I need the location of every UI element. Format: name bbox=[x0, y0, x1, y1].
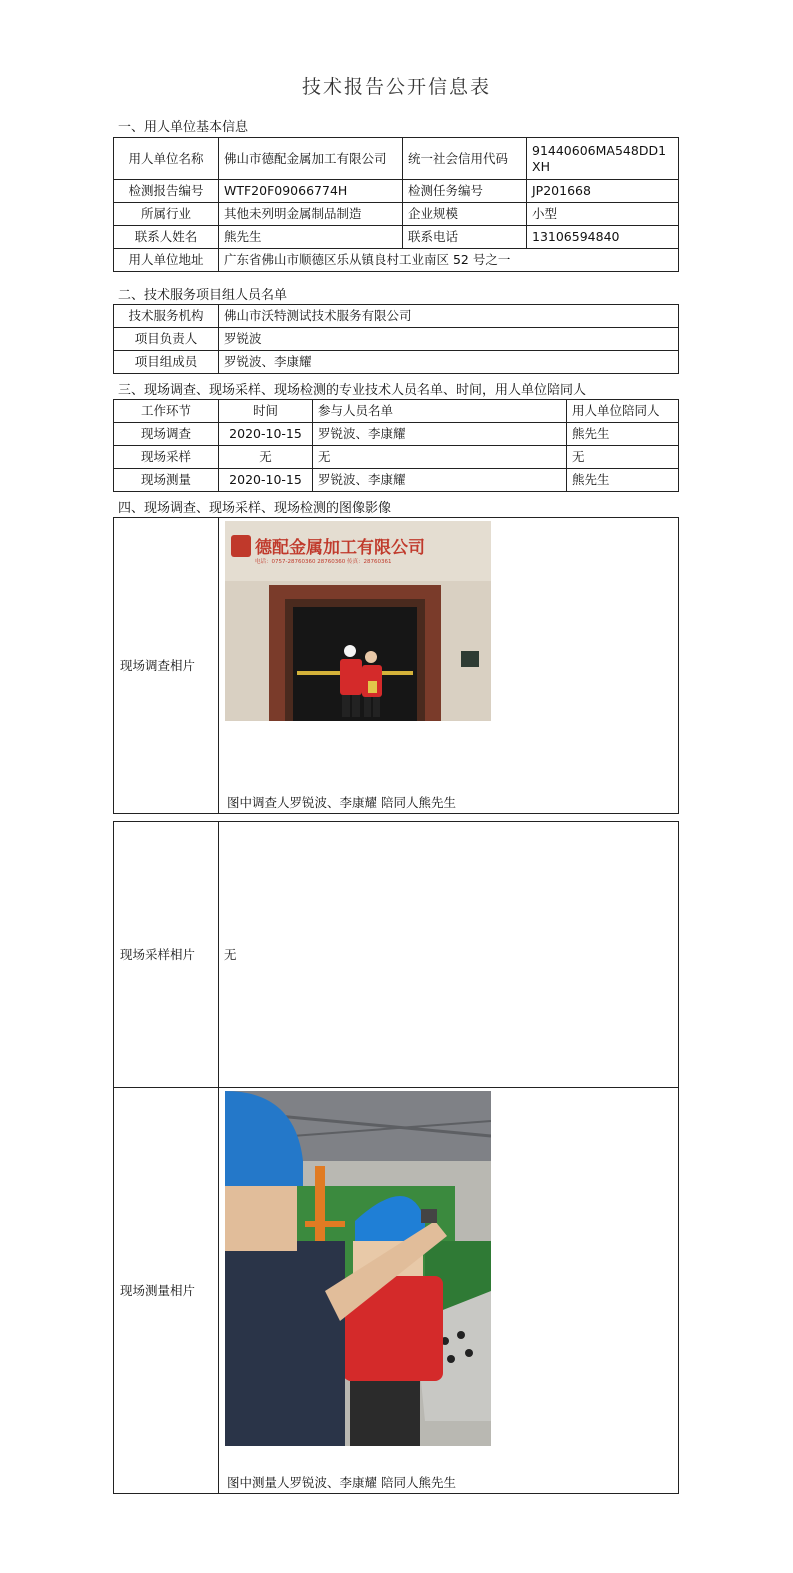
cell-date: 2020-10-15 bbox=[219, 469, 313, 492]
cell-companion: 熊先生 bbox=[567, 423, 679, 446]
cell-staff: 无 bbox=[313, 446, 567, 469]
table-row bbox=[114, 469, 679, 492]
table-row bbox=[114, 249, 679, 272]
cell-companion: 熊先生 bbox=[567, 469, 679, 492]
cell-stage: 现场采样 bbox=[114, 446, 219, 469]
cell-label: 检测报告编号 bbox=[114, 180, 219, 203]
cell-stage: 现场调查 bbox=[114, 423, 219, 446]
measure-caption: 图中测量人罗锐波、李康耀 陪同人熊先生 bbox=[227, 1475, 456, 1490]
sampling-measure-table bbox=[113, 821, 679, 1494]
survey-photo bbox=[225, 521, 491, 721]
person-1 bbox=[340, 659, 362, 695]
cell-label: 检测任务编号 bbox=[403, 180, 527, 203]
measure-photo-cell bbox=[219, 1088, 679, 1494]
measure-photo bbox=[225, 1091, 491, 1446]
onsite-table bbox=[113, 399, 679, 492]
cell-label: 联系电话 bbox=[403, 226, 527, 249]
cell-companion: 无 bbox=[567, 446, 679, 469]
sign-text: 德配金属加工有限公司 bbox=[255, 538, 425, 558]
cell-value: 小型 bbox=[527, 203, 679, 226]
column-header: 用人单位陪同人 bbox=[567, 400, 679, 423]
cell-staff: 罗锐波、李康耀 bbox=[313, 469, 567, 492]
survey-photo-table bbox=[113, 517, 679, 814]
cell-value: 罗锐波、李康耀 bbox=[219, 351, 679, 374]
team-table bbox=[113, 304, 679, 374]
cell-value: WTF20F09066774H bbox=[219, 180, 403, 203]
cell-label: 统一社会信用代码 bbox=[403, 138, 527, 180]
cell-staff: 罗锐波、李康耀 bbox=[313, 423, 567, 446]
company-logo-icon bbox=[231, 535, 251, 557]
cell-value: 91440606MA548DD1XH bbox=[527, 138, 679, 180]
table-row bbox=[114, 1088, 679, 1494]
table-row bbox=[114, 822, 679, 1088]
column-header: 参与人员名单 bbox=[313, 400, 567, 423]
survey-photo-cell bbox=[219, 518, 679, 814]
survey-caption: 图中调查人罗锐波、李康耀 陪同人熊先生 bbox=[227, 795, 456, 810]
sampling-photo-label: 现场采样相片 bbox=[114, 822, 219, 1088]
table-row bbox=[114, 138, 679, 180]
cell-date: 2020-10-15 bbox=[219, 423, 313, 446]
cell-label: 项目组成员 bbox=[114, 351, 219, 374]
cell-value: 佛山市德配金属加工有限公司 bbox=[219, 138, 403, 180]
cell-label: 用人单位名称 bbox=[114, 138, 219, 180]
table-row bbox=[114, 226, 679, 249]
table-header-row bbox=[114, 400, 679, 423]
cell-label: 联系人姓名 bbox=[114, 226, 219, 249]
cell-value: 罗锐波 bbox=[219, 328, 679, 351]
cell-label: 企业规模 bbox=[403, 203, 527, 226]
cell-value: 佛山市沃特测试技术服务有限公司 bbox=[219, 305, 679, 328]
table-row bbox=[114, 180, 679, 203]
section4-heading: 四、现场调查、现场采样、现场检测的图像影像 bbox=[118, 501, 392, 516]
section1-heading: 一、用人单位基本信息 bbox=[118, 120, 249, 135]
column-header: 时间 bbox=[219, 400, 313, 423]
cell-label: 用人单位地址 bbox=[114, 249, 219, 272]
table-row bbox=[114, 203, 679, 226]
column-header: 工作环节 bbox=[114, 400, 219, 423]
section2-heading: 二、技术服务项目组人员名单 bbox=[118, 288, 288, 303]
cell-value: 广东省佛山市顺德区乐从镇良村工业南区 52 号之一 bbox=[219, 249, 679, 272]
cell-value: JP201668 bbox=[527, 180, 679, 203]
basic-info-table bbox=[113, 137, 679, 272]
sampling-value: 无 bbox=[219, 822, 679, 1088]
person-foreground bbox=[225, 1241, 345, 1446]
cell-label: 技术服务机构 bbox=[114, 305, 219, 328]
table-row bbox=[114, 446, 679, 469]
measure-photo-label: 现场测量相片 bbox=[114, 1088, 219, 1494]
sign-subtext: 电话：0757-28760360 28760360 传真：28760361 bbox=[255, 559, 392, 565]
cell-value: 13106594840 bbox=[527, 226, 679, 249]
cell-label: 所属行业 bbox=[114, 203, 219, 226]
cell-value: 熊先生 bbox=[219, 226, 403, 249]
survey-photo-label: 现场调查相片 bbox=[114, 518, 219, 814]
document-title: 技术报告公开信息表 bbox=[301, 76, 491, 98]
cell-label: 项目负责人 bbox=[114, 328, 219, 351]
cell-date: 无 bbox=[219, 446, 313, 469]
table-row bbox=[114, 518, 679, 814]
table-row bbox=[114, 305, 679, 328]
table-row bbox=[114, 423, 679, 446]
table-row bbox=[114, 328, 679, 351]
table-row bbox=[114, 351, 679, 374]
section3-heading: 三、现场调查、现场采样、现场检测的专业技术人员名单、时间，用人单位陪同人 bbox=[118, 383, 587, 398]
cell-stage: 现场测量 bbox=[114, 469, 219, 492]
wall-plaque bbox=[461, 651, 479, 667]
cell-value: 其他未列明金属制品制造 bbox=[219, 203, 403, 226]
